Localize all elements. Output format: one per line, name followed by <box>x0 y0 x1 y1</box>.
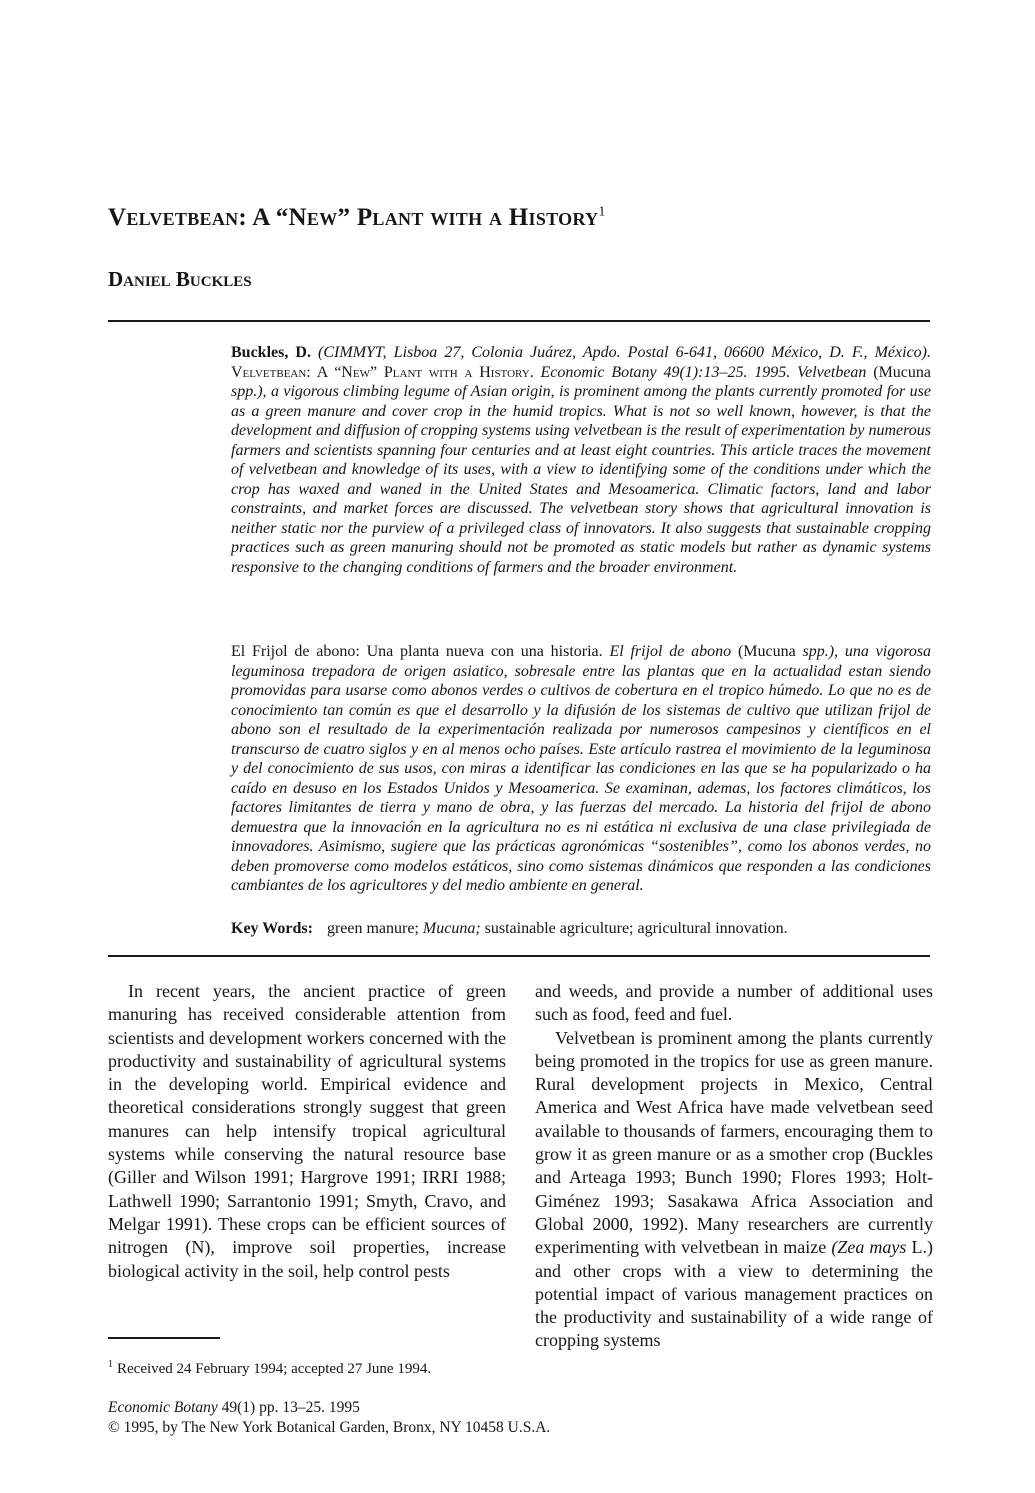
keyword-rest: sustainable agriculture; agricultural innovation. <box>484 920 788 937</box>
resumen-lead: El frijol de abono <box>609 643 732 660</box>
keyword-mucuna: Mucuna; <box>422 920 481 937</box>
species-name: (Zea mays <box>831 1237 907 1258</box>
journal-issue: 49(1) pp. 13–25. 1995 <box>221 1399 360 1416</box>
body-text: Velvetbean is prominent among the plants currently being promoted in the tropics for use as green manure. Rural development projects in Mexico, Central America and West Africa have made velvetbean seed available to thousands of farmers, encouraging them to grow it as green manure or as a smother crop (Buckles and Arteaga 1993; Bunch 1990; Flores 1993; Holt-Giménez 1993; Sasakawa Africa Association and Global 2000, 1992). Many researchers are currently experimenting with velvetbean in maize <box>535 1027 933 1258</box>
journal-citation <box>108 1398 360 1418</box>
author-name: Daniel Buckles <box>108 267 252 291</box>
resumen-genus: (Mucuna <box>737 643 796 660</box>
body-paragraph: In recent years, the ancient practice of green manuring has received considerable attention from scientists and development workers concerned with the productivity and sustainability of agricultural systems in the developing world. Empirical evidence and theoretical considerations strongly suggest that green manures can help intensify tropical agricultural systems while conserving the natural resource base (Giller and Wilson 1991; Hargrove 1991; IRRI 1988; Lathwell 1990; Sarrantonio 1991; Smyth, Cravo, and Melgar 1991). These crops can be efficient sources of nitrogen (N), improve soil properties, increase biological activity in the soil, help control pests <box>108 981 506 1281</box>
article-title <box>108 203 928 233</box>
resumen-body: una vigorosa leguminosa trepadora de origen asiatico, sobresale entre las plantas que en la actualidad estan siendo promovidas para usarse como abonos verdes o cultivos de cobertura en el tropico húmedo. Lo que no es de conocimiento tan común es que el desarrollo y la difusión de los sistemas de cultivo que utilizan frijol de abono son el resultado de la experimentación realizada por numerosos campesinos y científicos en el transcurso de cuatro siglos y en al menos ocho países. Este artículo rastrea el movimiento de la leguminosa y del conocimiento de sus usos, con miras a identificar las condiciones en las que se ha popularizado o ha caído en desuso en los Estados Unidos y Mesoamerica. Se examinan, ademas, los factores climáticos, los factores limitantes de tierra y mano de obra, y las fuerzas del mercado. La historia del frijol de abono demuestra que la innovación en la agricultura no es ni estática ni exclusiva de una clase privilegiada de innovadores. Asimismo, sugiere que las prácticas agronómicas “sostenibles”, como los abonos verdes, no deben promoverse como modelos estáticos, sino como sistemas dinámicos que responden a las condiciones cambiantes de los agricultores y del medio ambiente en general. <box>231 643 932 894</box>
footnote <box>108 1355 508 1379</box>
keywords-label: Key Words: <box>231 920 313 937</box>
abstract-affiliation: (CIMMYT, Lisboa 27, Colonia Juárez, Apdo. Postal 6-641, 06600 México, D. F., México). <box>318 344 931 361</box>
abstract-english <box>231 343 931 577</box>
article-title-text: Velvetbean: A “New” Plant with a History <box>108 204 599 231</box>
body-column-right <box>535 980 933 1353</box>
body-text: L.) and other crops with a view to determining the potential impact of various management practices on the productivity and sustainability of a wide range of cropping systems <box>535 1237 934 1351</box>
footnote-divider <box>108 1337 220 1339</box>
top-divider <box>108 320 930 322</box>
body-paragraph <box>535 1027 933 1353</box>
bottom-divider <box>108 955 930 957</box>
abstract-body: a vigorous climbing legume of Asian origin, is prominent among the plants currently promoted for use as a green manure and cover crop in the humid tropics. What is not so well known, however, is that the development and diffusion of cropping systems using velvetbean is the result of experimentation by numerous farmers and scientists spanning four centuries and at least eight countries. This article traces the movement of velvetbean and knowledge of its uses, with a view to identifying some of the conditions under which the crop has waxed and waned in the United States and Mesoamerica. Climatic factors, land and labor constraints, and market forces are discussed. The velvetbean story shows that agricultural innovation is neither static nor the purview of a privileged class of innovators. It also suggests that sustainable cropping practices such as green manuring should not be promoted as static models but rather as dynamic systems responsive to the changing conditions of farmers and the broader environment. <box>231 383 931 576</box>
body-paragraph-continued: and weeds, and provide a number of additional uses such as food, feed and fuel. <box>535 981 933 1025</box>
resumen-spp: spp.), <box>802 643 839 660</box>
footnote-mark: 1 <box>108 1359 113 1370</box>
resumen-heading: El Frijol de abono: Una planta nueva con una historia. <box>231 643 603 660</box>
abstract-author-ref: Buckles, D. <box>231 344 311 361</box>
copyright-line: © 1995, by The New York Botanical Garden, Bronx, NY 10458 U.S.A. <box>108 1419 551 1436</box>
keyword-green-manure: green manure; <box>326 920 419 937</box>
title-footnote-mark[interactable]: 1 <box>598 204 606 220</box>
abstract-spanish <box>231 642 931 896</box>
abstract-lead-word: Velvetbean <box>797 363 867 381</box>
abstract-genus: (Mucuna <box>873 363 932 381</box>
body-column-left <box>108 980 506 1283</box>
abstract-citation: Economic Botany 49(1):13–25. 1995. <box>540 363 791 381</box>
footnote-text: Received 24 February 1994; accepted 27 June 1994. <box>117 1361 432 1377</box>
abstract-spp: spp.), <box>231 383 267 400</box>
journal-name: Economic Botany <box>108 1399 218 1416</box>
abstract-title-ref: Velvetbean: A “New” Plant with a History. <box>231 363 534 381</box>
keywords <box>231 919 931 939</box>
